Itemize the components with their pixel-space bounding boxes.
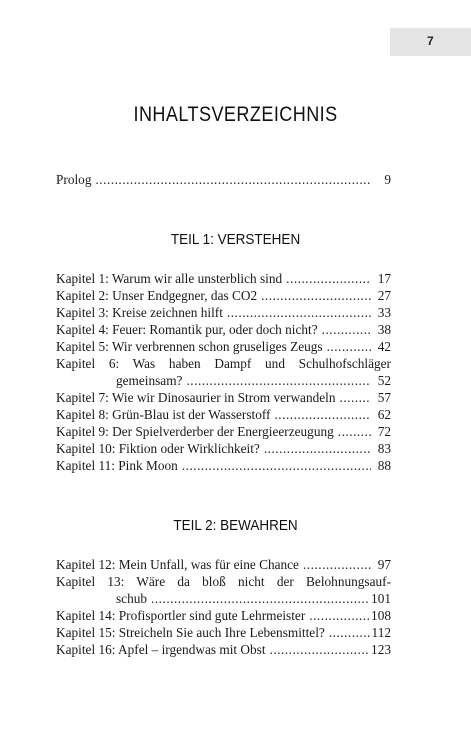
toc-entry xyxy=(56,440,391,457)
toc-entry-page: 17 xyxy=(377,271,391,286)
toc-entry-label: Kapitel 3: Kreise zeichnen hilft xyxy=(56,305,223,320)
part1-entries xyxy=(56,270,391,474)
toc-entry-page: 9 xyxy=(384,172,391,187)
page-number-tab xyxy=(390,28,471,56)
toc-entry-page: 57 xyxy=(377,390,391,405)
toc-entry-line xyxy=(56,590,391,607)
leader-dots xyxy=(264,440,371,457)
leader-dots xyxy=(270,641,370,658)
leader-dots xyxy=(329,624,370,641)
toc-entry-line xyxy=(56,440,391,457)
toc-entry-page: 88 xyxy=(377,458,391,473)
part2-entries xyxy=(56,556,391,658)
toc-entry-line xyxy=(56,270,391,287)
leader-dots xyxy=(95,171,371,188)
toc-entry xyxy=(56,457,391,474)
toc-entry-page: 83 xyxy=(377,441,391,456)
toc-entry-page: 33 xyxy=(377,305,391,320)
leader-dots xyxy=(303,556,371,573)
toc-entry-label: Kapitel 14: Profisportler sind gute Lehrmeister xyxy=(56,608,306,623)
toc-entry-line xyxy=(56,321,391,338)
leader-dots xyxy=(151,590,369,607)
toc-entry xyxy=(56,406,391,423)
toc-entry-line xyxy=(56,641,391,658)
toc-entry-line xyxy=(56,372,391,389)
leader-dots xyxy=(286,270,371,287)
leader-dots xyxy=(322,321,371,338)
toc-entry-label: Kapitel 4: Feuer: Romantik pur, oder doch nicht? xyxy=(56,322,318,337)
toc-entry-label: Kapitel 5: Wir verbrennen schon gruseliges Zeugs xyxy=(56,339,323,354)
toc-entry xyxy=(56,287,391,304)
toc-entry-prolog xyxy=(56,171,391,188)
toc-entry-page: 101 xyxy=(371,591,391,606)
toc-entry-label: Kapitel 6: Was haben Dampf und Schulhofschläger xyxy=(56,356,391,371)
toc-entry xyxy=(56,641,391,658)
toc-entry-line xyxy=(56,607,391,624)
part1-heading: TEIL 1: VERSTEHEN xyxy=(170,231,301,248)
toc-entry-label: Kapitel 7: Wie wir Dinosaurier in Strom verwandeln xyxy=(56,390,336,405)
toc-entry-label-continued: gemeinsam? xyxy=(116,373,183,388)
toc-entry-page: 62 xyxy=(377,407,391,422)
leader-dots xyxy=(182,457,371,474)
leader-dots xyxy=(274,406,371,423)
toc-entry-line xyxy=(56,573,391,590)
toc-entry-page: 72 xyxy=(377,424,391,439)
toc-title: INHALTSVERZEICHNIS xyxy=(133,103,338,126)
toc-entry-label: Kapitel 10: Fiktion oder Wirklichkeit? xyxy=(56,441,260,456)
toc-entry-label: Kapitel 16: Apfel – irgendwas mit Obst xyxy=(56,642,266,657)
leader-dots xyxy=(186,372,371,389)
toc-entry-label: Kapitel 1: Warum wir alle unsterblich sind xyxy=(56,271,283,286)
toc-entry-page: 123 xyxy=(371,642,391,657)
toc-entry-label: Kapitel 15: Streicheln Sie auch Ihre Lebensmittel? xyxy=(56,625,325,640)
toc-entry xyxy=(56,270,391,287)
toc-entry-page: 38 xyxy=(377,322,391,337)
toc-entry xyxy=(56,304,391,321)
toc-entry-label: Kapitel 13: Wäre da bloß nicht der Belohnungsauf- xyxy=(56,574,391,589)
toc-entry-line xyxy=(56,287,391,304)
toc-entry-label: Kapitel 12: Mein Unfall, was für eine Chance xyxy=(56,557,299,572)
toc-entry xyxy=(56,321,391,338)
toc-entry-line xyxy=(56,406,391,423)
toc-entry-page: 42 xyxy=(377,339,391,354)
part2-heading: TEIL 2: BEWAHREN xyxy=(173,517,298,534)
toc-entry xyxy=(56,607,391,624)
toc-entry-line xyxy=(56,423,391,440)
toc-entry-page: 27 xyxy=(377,288,391,303)
toc-entry-label: Prolog xyxy=(56,172,92,187)
prolog-block xyxy=(56,171,391,188)
toc-entry-page: 97 xyxy=(377,557,391,572)
toc-entry xyxy=(56,556,391,573)
toc-entry-line xyxy=(56,304,391,321)
toc-entry xyxy=(56,624,391,641)
page-number: 7 xyxy=(427,34,434,48)
leader-dots xyxy=(261,287,371,304)
toc-entry xyxy=(56,389,391,406)
toc-entry-page: 108 xyxy=(371,608,391,623)
toc-entry-label: Kapitel 9: Der Spielverderber der Energieerzeugung xyxy=(56,424,334,439)
toc-entry-line xyxy=(56,457,391,474)
toc-entry-page: 112 xyxy=(371,625,391,640)
toc-entry xyxy=(56,423,391,440)
leader-dots xyxy=(340,389,372,406)
toc-entry-line xyxy=(56,389,391,406)
leader-dots xyxy=(327,338,371,355)
toc-entry-label: Kapitel 8: Grün-Blau ist der Wasserstoff xyxy=(56,407,271,422)
leader-dots xyxy=(338,423,371,440)
toc-entry-label: Kapitel 11: Pink Moon xyxy=(56,458,178,473)
toc-entry xyxy=(56,573,391,607)
toc-entry-label: Kapitel 2: Unser Endgegner, das CO2 xyxy=(56,288,258,303)
toc-entry-line xyxy=(56,338,391,355)
toc-entry-line xyxy=(56,624,391,641)
toc-entry-label-continued: schub xyxy=(116,591,148,606)
toc-entry xyxy=(56,355,391,389)
toc-entry-line xyxy=(56,556,391,573)
toc-entry-page: 52 xyxy=(377,373,391,388)
toc-entry xyxy=(56,338,391,355)
leader-dots xyxy=(309,607,369,624)
toc-entry-line xyxy=(56,355,391,372)
leader-dots xyxy=(227,304,371,321)
